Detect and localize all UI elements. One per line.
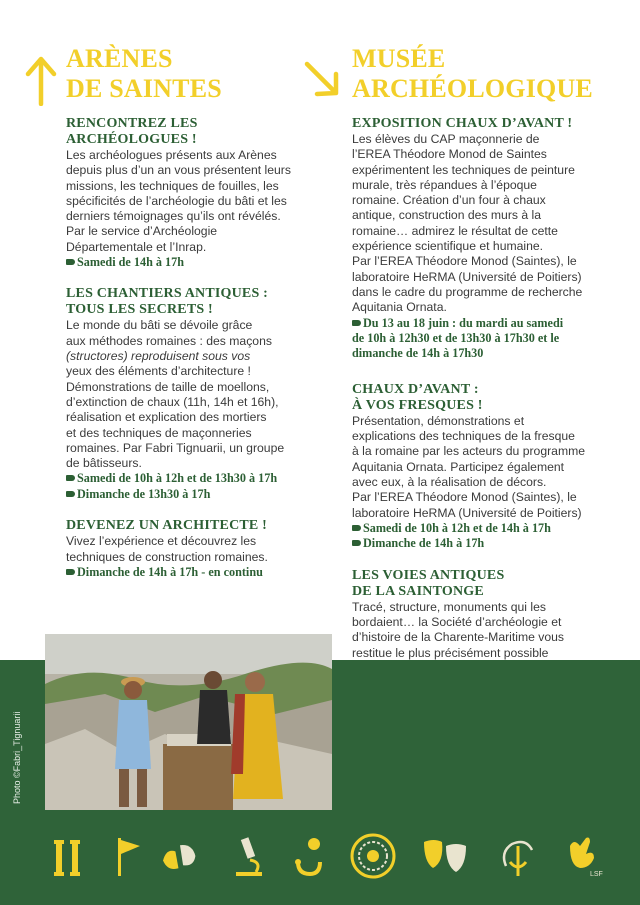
left-column [66, 44, 336, 580]
schedule: Samedi de 10h à 12h et de 13h30 à 17h Dimanche de 13h30 à 17h [66, 471, 336, 502]
schedule: Samedi de 14h à 17h [66, 255, 336, 270]
section-fresques [352, 382, 622, 552]
schedule: Du 13 au 18 juin : du mardi au samedi de 10h à 12h30 et de 13h30 à 17h30 et le dimanche de 14h à 17h30 [352, 315, 564, 361]
pointing-hand-icon [352, 540, 361, 546]
section-text: Les archéologues présents aux Arènes depuis plus d’un an vous présentent leurs missions, les techniques de fouilles, les spécificités de l’archéologie du bâti et les derniers témoignages qu’ils ont révélés. Par le service d’Archéologie Départementale et l’Inrap. [66, 148, 291, 254]
theatre-masks-icon [420, 832, 470, 880]
location-hook-icon [288, 832, 328, 880]
pointing-hand-icon [66, 569, 75, 575]
pointing-hand-icon [66, 491, 75, 497]
section-title: EXPOSITION CHAUX D’AVANT ! [352, 116, 573, 131]
sign-language-icon [560, 832, 606, 880]
columns-icon [48, 832, 88, 880]
section-architecte [66, 518, 336, 580]
venue-title-musee: MUSÉE ARCHÉOLOGIQUE [352, 44, 593, 103]
pictogram-row [48, 832, 608, 884]
section-text: Vivez l’expérience et découvrez les techniques de construction romaines. [66, 534, 268, 564]
photo-roman-masons [45, 634, 332, 810]
pointing-hand-icon [66, 259, 75, 265]
right-column [352, 44, 622, 707]
section-title: RENCONTREZ LES ARCHÉOLOGUES ! [66, 116, 198, 147]
pottery-shards-icon [160, 832, 200, 880]
section-chantiers [66, 286, 336, 502]
flag-icon [108, 832, 148, 880]
schedule: Samedi de 10h à 12h et de 14h à 17h Dimanche de 14h à 17h [352, 521, 622, 552]
section-text: Présentation, démonstrations et explications des techniques de la fresque à la romaine par les acteurs du programme Aquitania Ornata. Participez également avec eux, à la réalisation de décors. Par l’EREA Théodore Monod (Saintes), le laboratoire HeRMA (Université de Poitiers) [352, 413, 586, 520]
section-exposition [352, 116, 622, 362]
section-title: LES CHANTIERS ANTIQUES : TOUS LES SECRETS ! [66, 286, 269, 318]
venue-title-arenes: ARÈNES DE SAINTES [66, 44, 222, 103]
section-rencontrez [66, 116, 336, 270]
section-text: Le monde du bâti se dévoile grâce aux méthodes romaines : des maçons (structores) reproduisent sous vos yeux des éléments d’architecture ! Démonstrations de taille de moellons, d’extinction de chaux (11h, 14h et 16h), réalisation et explication des mortiers et des techniques de maçonneries romaines. Par Fabri Tignuarii, un groupe de bâtisseurs. [66, 318, 285, 471]
pointing-hand-icon [352, 320, 361, 326]
arrow-up-icon [24, 54, 58, 106]
pointing-hand-icon [66, 475, 75, 481]
photo-credit: Photo ©Fabri_Tignuarii [12, 711, 22, 804]
photo-illustration [45, 634, 332, 810]
section-title: DEVENEZ UN ARCHITECTE ! [66, 518, 268, 534]
lsf-label: LSF [590, 871, 603, 878]
microscope-icon [228, 832, 268, 880]
section-text: Tracé, structure, monuments qui les bordaient… la Société d’archéologie et d’histoire de la Charente-Maritime vous restitue le plus précisément possible [352, 599, 565, 660]
schedule: Dimanche de 14h à 17h - en continu [66, 565, 336, 580]
hearing-loop-icon [496, 832, 542, 880]
section-title: CHAUX D’AVANT : À VOS FRESQUES ! [352, 381, 483, 413]
pointing-hand-icon [352, 525, 361, 531]
section-title: LES VOIES ANTIQUES DE LA SAINTONGE [352, 567, 505, 599]
mosaic-rosette-icon [348, 832, 398, 880]
section-text: Les élèves du CAP maçonnerie de l’EREA Théodore Monod de Saintes expérimentent les techniques de peinture murale, très répandues à l’époque romaine. Création d’un four à chaux antique, construction des murs à la romaine… admirez le résultat de cette expérience scientifique et humaine. Par l’EREA Théodore Monod (Saintes), le laboratoire HeRMA (Université de Poitiers) dans le cadre du programme de recherche Aquitania Ornata. [352, 132, 583, 315]
